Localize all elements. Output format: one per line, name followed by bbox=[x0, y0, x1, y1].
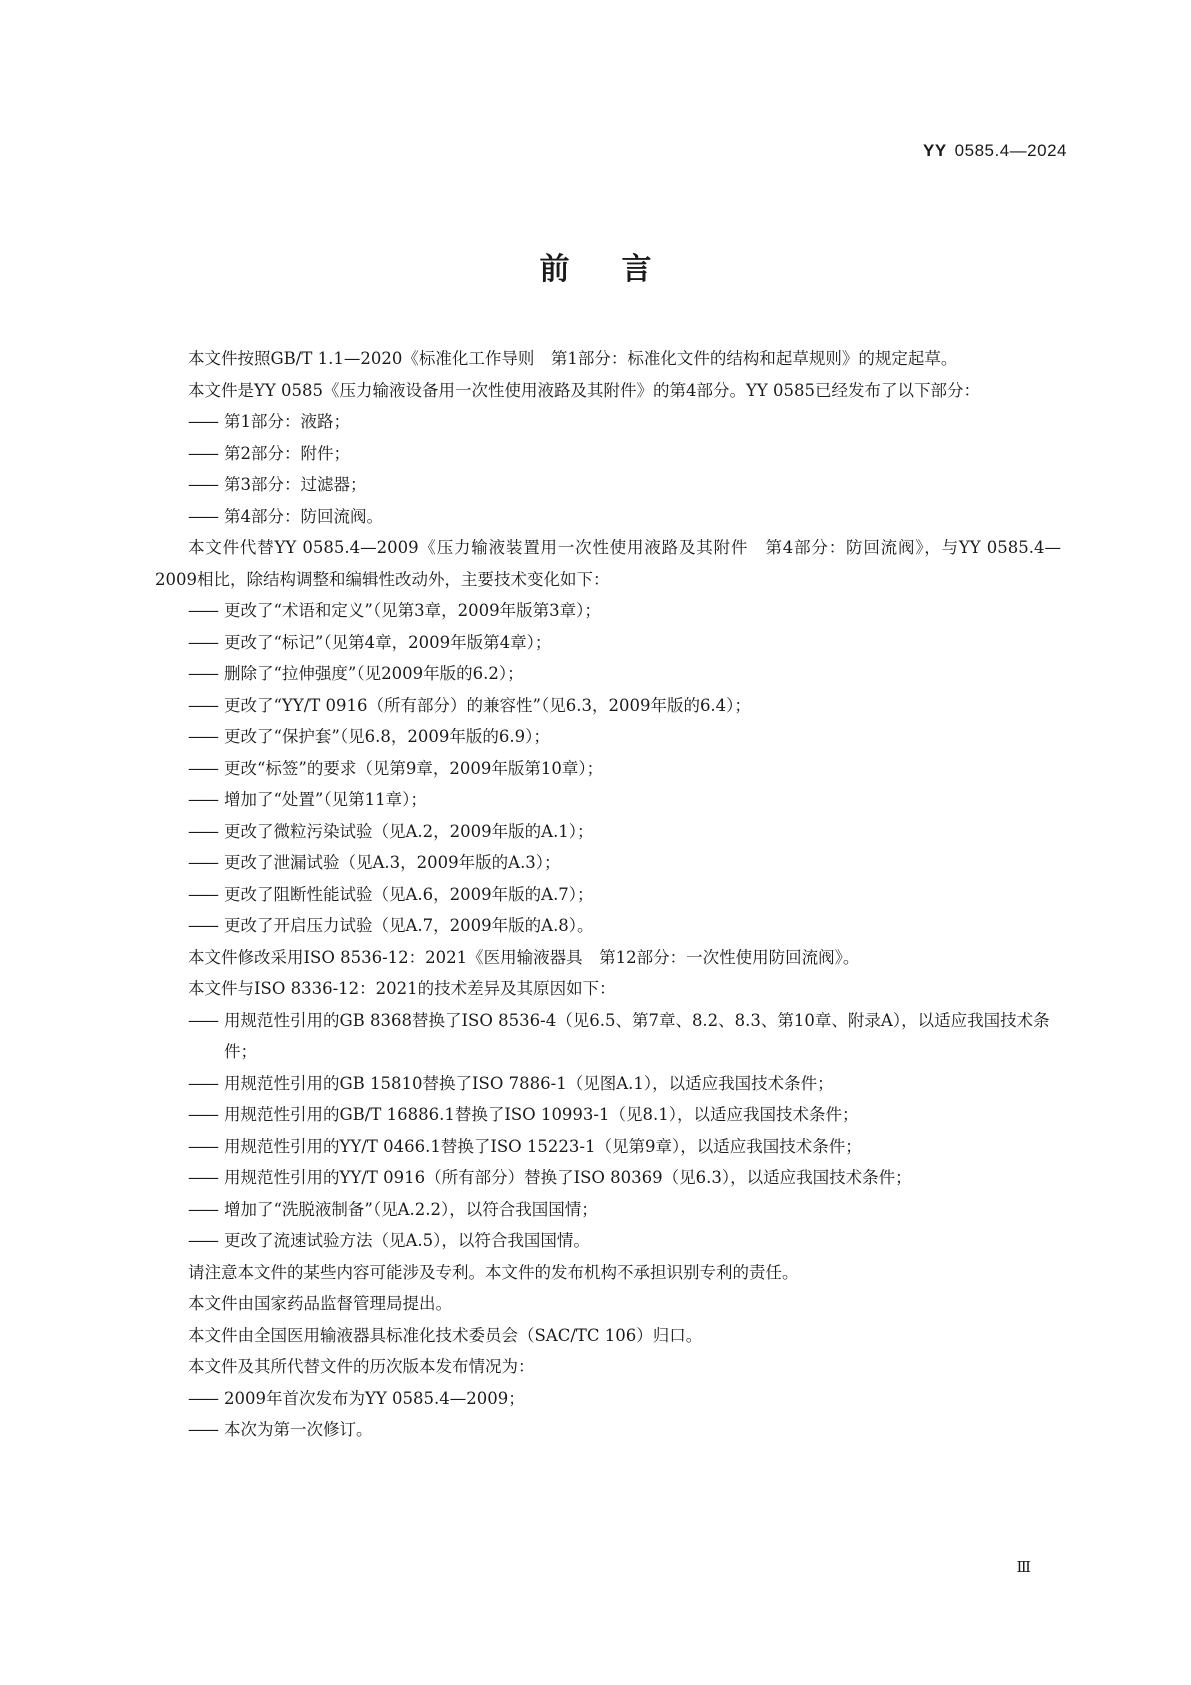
list-dash: —— bbox=[188, 884, 217, 904]
list-item bbox=[155, 1131, 1061, 1163]
list-dash: —— bbox=[188, 1010, 217, 1030]
list-dash: —— bbox=[188, 506, 217, 526]
list-item bbox=[155, 1162, 1061, 1194]
list-dash: —— bbox=[188, 1199, 217, 1219]
list-dash: —— bbox=[188, 443, 217, 463]
list-dash: —— bbox=[188, 758, 217, 778]
list-item bbox=[155, 1099, 1061, 1131]
list-item bbox=[155, 690, 1061, 722]
list-dash: —— bbox=[188, 821, 217, 841]
list-item bbox=[155, 784, 1061, 816]
list-item bbox=[155, 658, 1061, 690]
page-title: 前言 bbox=[539, 252, 704, 287]
list-dash: —— bbox=[188, 790, 217, 809]
document-code bbox=[923, 141, 1067, 161]
list-dash: —— bbox=[188, 916, 217, 935]
list-item bbox=[155, 1194, 1061, 1226]
list-dash: —— bbox=[188, 632, 217, 652]
list-item bbox=[155, 501, 1061, 533]
list-item bbox=[155, 753, 1061, 785]
list-item-text: 第3部分：过滤器； bbox=[224, 475, 367, 494]
list-dash: —— bbox=[188, 727, 217, 746]
list-item-text: 更改了“YY/T 0916（所有部分）的兼容性”（见6.3，2009年版的6.4）； bbox=[224, 695, 751, 715]
paragraph: 请注意本文件的某些内容可能涉及专利。本文件的发布机构不承担识别专利的责任。 bbox=[188, 1262, 799, 1282]
list-dash: —— bbox=[188, 664, 217, 683]
list-item-text: 第2部分：附件； bbox=[224, 443, 350, 463]
list-item-text: 本次为第一次修订。 bbox=[224, 1420, 373, 1439]
list-item-text: 更改了泄漏试验（见A.3，2009年版的A.3）； bbox=[224, 853, 561, 872]
list-item bbox=[155, 816, 1061, 848]
list-item-text: 用规范性引用的GB 8368替换了ISO 8536-4（见6.5、第7章、8.2、8.3、第10章、附录A），以适应我国技术条件； bbox=[224, 1010, 1050, 1061]
list-dash: —— bbox=[188, 475, 217, 494]
list-dash: —— bbox=[188, 695, 217, 715]
list-dash: —— bbox=[188, 1420, 217, 1439]
list-dash: —— bbox=[188, 853, 217, 872]
paragraph: 本文件由全国医用输液器具标准化技术委员会（SAC/TC 106）归口。 bbox=[188, 1325, 703, 1345]
list-item bbox=[155, 1414, 1061, 1446]
list-item-text: 更改了阻断性能试验（见A.6，2009年版的A.7）； bbox=[224, 884, 594, 904]
list-item-text: 更改了流速试验方法（见A.5），以符合我国国情。 bbox=[224, 1231, 590, 1250]
paragraph: 本文件及其所代替文件的历次版本发布情况为： bbox=[188, 1357, 535, 1376]
list-dash: —— bbox=[188, 1388, 217, 1408]
list-item-text: 用规范性引用的YY/T 0916（所有部分）替换了ISO 80369（见6.3），以适应我国技术条件； bbox=[224, 1168, 912, 1187]
list-item-text: 用规范性引用的GB/T 16886.1替换了ISO 10993-1（见8.1），以适应我国技术条件； bbox=[224, 1105, 859, 1124]
list-item bbox=[155, 910, 1061, 942]
list-item bbox=[155, 1383, 1061, 1415]
list-dash: —— bbox=[188, 601, 217, 620]
list-item-text: 第1部分：液路； bbox=[224, 412, 350, 431]
list-dash: —— bbox=[188, 1105, 217, 1124]
list-item-text: 更改“标签”的要求（见第9章，2009年版第10章）； bbox=[224, 758, 604, 778]
list-item bbox=[155, 627, 1061, 659]
list-item bbox=[155, 1005, 1061, 1068]
list-dash: —— bbox=[188, 1136, 217, 1156]
list-item-text: 更改了微粒污染试验（见A.2，2009年版的A.1）； bbox=[224, 821, 594, 841]
standard-number: 0585.4—2024 bbox=[954, 141, 1067, 160]
list-item-text: 2009年首次发布为YY 0585.4—2009； bbox=[224, 1388, 525, 1408]
paragraph: 本文件代替YY 0585.4—2009《压力输液装置用一次性使用液路及其附件 第4部分：防回流阀》，与YY 0585.4—2009相比，除结构调整和编辑性改动外，主要技术变化如下： bbox=[155, 538, 1061, 589]
list-item-text: 增加了“处置”（见第11章）； bbox=[224, 790, 427, 809]
paragraph: 本文件按照GB/T 1.1—2020《标准化工作导则 第1部分：标准化文件的结构和起草规则》的规定起草。 bbox=[188, 349, 958, 368]
list-dash: —— bbox=[188, 412, 217, 431]
list-item bbox=[155, 469, 1061, 501]
list-item-text: 第4部分：防回流阀。 bbox=[224, 506, 383, 526]
document-body bbox=[155, 343, 1061, 1446]
list-dash: —— bbox=[188, 1168, 217, 1187]
list-item-text: 增加了“洗脱液制备”（见A.2.2），以符合我国国情； bbox=[224, 1199, 598, 1219]
paragraph: 本文件修改采用ISO 8536-12：2021《医用输液器具 第12部分：一次性使用防回流阀》。 bbox=[188, 947, 860, 967]
list-item-text: 更改了“术语和定义”（见第3章，2009年版第3章）； bbox=[224, 601, 601, 620]
list-item-text: 用规范性引用的GB 15810替换了ISO 7886-1（见图A.1），以适应我国技术条件； bbox=[224, 1073, 834, 1093]
list-item bbox=[155, 438, 1061, 470]
page-number: Ⅲ bbox=[1016, 1558, 1031, 1576]
list-item-text: 更改了“保护套”（见6.8，2009年版的6.9）； bbox=[224, 727, 550, 746]
list-item-text: 更改了开启压力试验（见A.7，2009年版的A.8）。 bbox=[224, 916, 594, 935]
list-item bbox=[155, 1225, 1061, 1257]
paragraph: 本文件由国家药品监督管理局提出。 bbox=[188, 1294, 452, 1313]
paragraph: 本文件与ISO 8336-12：2021的技术差异及其原因如下： bbox=[188, 979, 616, 998]
list-item bbox=[155, 879, 1061, 911]
list-dash: —— bbox=[188, 1073, 217, 1093]
list-item-text: 删除了“拉伸强度”（见2009年版的6.2）； bbox=[224, 664, 524, 683]
list-item bbox=[155, 721, 1061, 753]
paragraph: 本文件是YY 0585《压力输液设备用一次性使用液路及其附件》的第4部分。YY 0585已经发布了以下部分： bbox=[188, 380, 981, 400]
list-item-text: 更改了“标记”（见第4章，2009年版第4章）； bbox=[224, 632, 552, 652]
list-item-text: 用规范性引用的YY/T 0466.1替换了ISO 15223-1（见第9章），以适应我国技术条件； bbox=[224, 1136, 862, 1156]
list-item bbox=[155, 847, 1061, 879]
list-item bbox=[155, 595, 1061, 627]
list-dash: —— bbox=[188, 1231, 217, 1250]
list-item bbox=[155, 406, 1061, 438]
standard-prefix: YY bbox=[922, 141, 947, 160]
list-item bbox=[155, 1068, 1061, 1100]
